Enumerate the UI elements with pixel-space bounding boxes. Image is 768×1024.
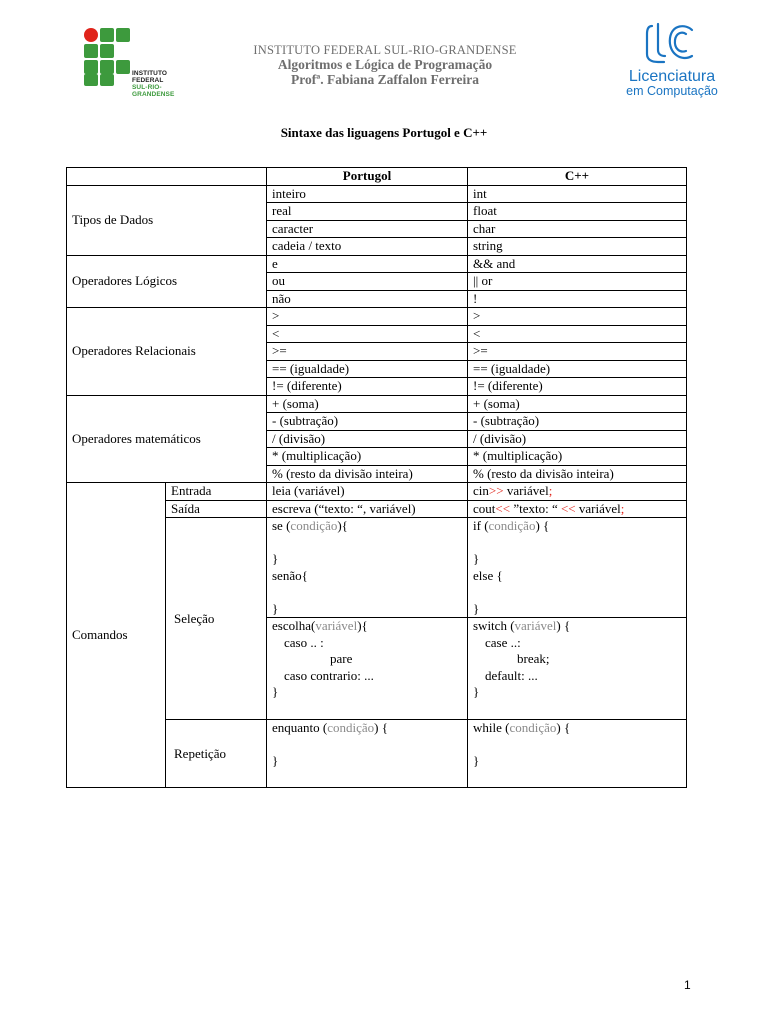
- logo-square: [84, 44, 98, 58]
- logo-square: [116, 60, 130, 74]
- code-line: }: [272, 753, 279, 768]
- cpp-cell: == (igualdade): [468, 360, 687, 378]
- code-text: ) {: [535, 518, 550, 533]
- portugol-cell: / (divisão): [267, 430, 468, 448]
- lc-logo-word2: em Computação: [626, 84, 718, 98]
- code-line: }: [473, 551, 480, 566]
- cpp-cell: <: [468, 325, 687, 343]
- table-row: [67, 308, 687, 326]
- semicolon-text: ;: [620, 500, 625, 516]
- portugol-cell: leia (variável): [267, 483, 468, 501]
- portugol-cell: - (subtração): [267, 413, 468, 431]
- code-line: break;: [517, 651, 550, 666]
- cpp-cell: * (multiplicação): [468, 448, 687, 466]
- code-line: [272, 535, 467, 552]
- cpp-cell: >=: [468, 343, 687, 361]
- code-text: cin: [473, 483, 489, 498]
- logo-square: [100, 60, 114, 74]
- cpp-cell: int: [468, 185, 687, 203]
- code-text: ) {: [374, 720, 388, 735]
- code-text: switch (: [473, 618, 515, 633]
- cpp-cell: + (soma): [468, 395, 687, 413]
- code-line: [272, 584, 467, 601]
- table-row: [67, 395, 687, 413]
- sub-label-repeticao: Repetição: [166, 720, 267, 788]
- cpp-cell: string: [468, 238, 687, 256]
- cpp-code-block: [468, 518, 687, 618]
- if-logo-line2: SUL-RIO-GRANDENSE: [132, 84, 175, 98]
- portugol-cell: caracter: [267, 220, 468, 238]
- row-label-tipos: Tipos de Dados: [67, 185, 267, 255]
- portugol-cell: >=: [267, 343, 468, 361]
- logo-square: [84, 60, 98, 74]
- cpp-code-block: [468, 720, 687, 788]
- logo-square: [116, 28, 130, 42]
- code-line: default: ...: [485, 667, 538, 683]
- code-text: ){: [357, 618, 368, 633]
- header-cpp: C++: [468, 168, 687, 186]
- logo-square: [84, 74, 98, 86]
- table-row: [67, 483, 687, 501]
- if-logo-line1: INSTITUTO FEDERAL: [132, 70, 168, 84]
- header-text: [230, 43, 540, 87]
- code-line: [272, 618, 467, 635]
- header-portugol: Portugol: [267, 168, 468, 186]
- code-line: [473, 584, 686, 601]
- code-text: ) {: [556, 618, 571, 633]
- code-line: }: [272, 551, 279, 566]
- cpp-cell: && and: [468, 255, 687, 273]
- code-line: caso .. :: [284, 634, 324, 650]
- portugol-cell: e: [267, 255, 468, 273]
- sub-label-saida: Saída: [166, 500, 267, 518]
- cpp-cell: char: [468, 220, 687, 238]
- code-line: case ..:: [485, 634, 521, 650]
- code-text: cout: [473, 500, 496, 516]
- code-text: se (: [272, 518, 291, 533]
- code-line: [272, 518, 467, 535]
- portugol-cell: != (diferente): [267, 378, 468, 396]
- course-name: Algoritmos e Lógica de Programação: [277, 57, 493, 72]
- portugol-cell: == (igualdade): [267, 360, 468, 378]
- code-text: while (: [473, 720, 510, 735]
- logo-square: [100, 28, 114, 42]
- placeholder-text: condição: [327, 720, 375, 735]
- document-title: Sintaxe das liguagens Portugol e C++: [280, 125, 488, 140]
- table-row: [67, 255, 687, 273]
- operator-text: >>: [488, 483, 504, 498]
- code-line: [473, 518, 686, 535]
- code-line: caso contrario: ...: [284, 667, 374, 683]
- code-text: enquanto (: [272, 720, 328, 735]
- row-label-logicos: Operadores Lógicos: [67, 255, 267, 308]
- cpp-code-block: [468, 618, 687, 720]
- portugol-cell: cadeia / texto: [267, 238, 468, 256]
- code-line: [473, 737, 686, 754]
- portugol-cell: inteiro: [267, 185, 468, 203]
- lc-logo-word1: Licenciatura: [628, 68, 716, 85]
- code-text: variável: [575, 500, 621, 516]
- placeholder-text: variável: [315, 618, 358, 633]
- code-line: [473, 720, 686, 737]
- cpp-cell: [468, 500, 687, 518]
- portugol-cell: * (multiplicação): [267, 448, 468, 466]
- cpp-cell: >: [468, 308, 687, 326]
- code-line: }: [272, 600, 279, 616]
- code-line: }: [473, 753, 480, 768]
- cpp-cell: / (divisão): [468, 430, 687, 448]
- cpp-cell: != (diferente): [468, 378, 687, 396]
- cpp-cell: || or: [468, 273, 687, 291]
- code-text: ){: [337, 518, 348, 533]
- cpp-cell: [468, 483, 687, 501]
- portugol-cell: + (soma): [267, 395, 468, 413]
- portugol-cell: escreva (“texto: “, variável): [267, 500, 468, 518]
- table-row: [67, 185, 687, 203]
- lc-logo-mark-icon: [612, 20, 732, 68]
- portugol-code-block: [267, 720, 468, 788]
- portugol-cell: real: [267, 203, 468, 221]
- portugol-cell: >: [267, 308, 468, 326]
- institution-name: INSTITUTO FEDERAL SUL-RIO-GRANDENSE: [253, 43, 517, 57]
- cpp-cell: !: [468, 290, 687, 308]
- code-text: escolha(: [272, 618, 316, 633]
- placeholder-text: condição: [290, 518, 338, 533]
- row-label-relacionais: Operadores Relacionais: [67, 308, 267, 396]
- if-logo-text: [132, 70, 200, 98]
- placeholder-text: condição: [488, 518, 536, 533]
- portugol-cell: não: [267, 290, 468, 308]
- code-text: ) {: [556, 720, 571, 735]
- code-line: pare: [330, 651, 353, 666]
- sub-label-entrada: Entrada: [166, 483, 267, 501]
- logo-square: [100, 74, 114, 86]
- code-text: if (: [473, 518, 489, 533]
- code-line: [473, 618, 686, 635]
- table-header-row: [67, 168, 687, 186]
- cpp-cell: float: [468, 203, 687, 221]
- logo-red-dot: [84, 28, 98, 42]
- code-line: }: [473, 600, 480, 616]
- portugol-cell: ou: [267, 273, 468, 291]
- cpp-cell: - (subtração): [468, 413, 687, 431]
- code-text: ”texto: “: [510, 500, 561, 516]
- if-logo: [84, 28, 200, 98]
- row-label-matematicos: Operadores matemáticos: [67, 395, 267, 483]
- placeholder-text: variável: [514, 618, 557, 633]
- syntax-table: [66, 167, 687, 788]
- sub-label-selecao: Seleção: [166, 518, 267, 720]
- code-line: [272, 737, 467, 754]
- code-line: senão{: [272, 567, 308, 583]
- page-number: 1: [684, 978, 691, 992]
- portugol-cell: <: [267, 325, 468, 343]
- code-line: else {: [473, 567, 503, 583]
- code-text: variável: [503, 483, 549, 498]
- cpp-cell: % (resto da divisão inteira): [468, 465, 687, 483]
- portugol-code-block: [267, 618, 468, 720]
- portugol-code-block: [267, 518, 468, 618]
- code-line: [473, 535, 686, 552]
- lc-logo: [612, 20, 732, 102]
- placeholder-text: condição: [509, 720, 557, 735]
- code-line: }: [473, 684, 480, 699]
- portugol-cell: % (resto da divisão inteira): [267, 465, 468, 483]
- code-line: [272, 720, 467, 737]
- operator-text: <<: [495, 500, 511, 516]
- logo-square: [100, 44, 114, 58]
- code-line: }: [272, 684, 279, 699]
- row-label-comandos: Comandos: [67, 483, 166, 788]
- header-blank-cell: [67, 168, 267, 186]
- semicolon-text: ;: [548, 483, 553, 498]
- operator-text: <<: [560, 500, 576, 516]
- professor-name: Profª. Fabiana Zaffalon Ferreira: [290, 72, 480, 87]
